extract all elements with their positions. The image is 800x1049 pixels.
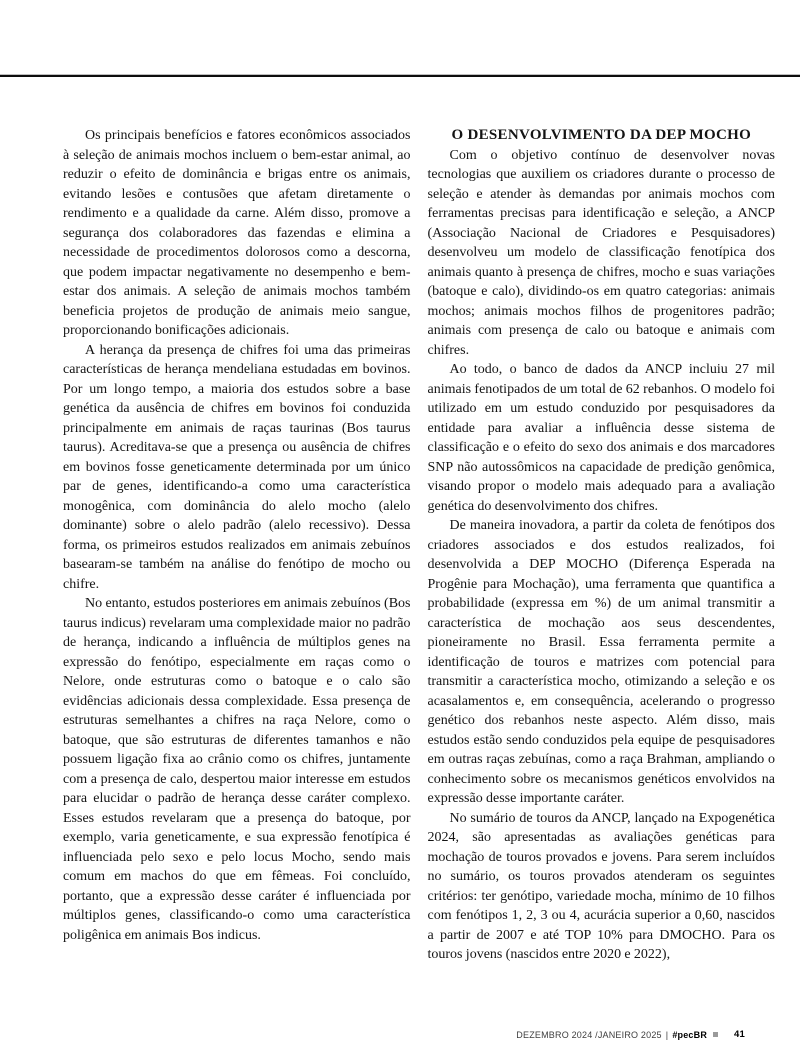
page-footer bbox=[516, 1029, 745, 1040]
paragraph: De maneira inovadora, a partir da coleta de fenótipos dos criadores associados e dos estudos realizados, foi desenvolvida a DEP MOCHO (Diferença Esperada na Progênie para Mochação), uma ferramenta que quantifica a probabilidade (expressa em %) de um animal transmitir a característica de mochação aos seus descendentes, pioneiramente no Brasil. Essa ferramenta permite a identificação de touros e matrizes com potencial para transmitir a característica mocho, otimizando a seleção e os acasalamentos e, em consequência, acelerando o progresso genético dos rebanhos neste aspecto. Além disso, mais estudos estão sendo conduzidos pela equipe de pesquisadores em outras raças zebuínas, como a raça Brahman, ampliando o conhecimento sobre os mecanismos genéticos envolvidos na expressão desse importante caráter. bbox=[427, 518, 775, 806]
section-heading: O DESENVOLVIMENTO DA DEP MOCHO bbox=[451, 127, 752, 143]
left-column bbox=[63, 126, 411, 965]
paragraph: No sumário de touros da ANCP, lançado na Expogenética 2024, são apresentadas as avaliações genéticas para mochação de touros provados e jovens. Para serem incluídos no sumário, os touros provados atenderam os seguintes critérios: ter genótipo, variedade mocha, mínimo de 10 filhos com fenótipos 1, 2, 3 ou 4, acurácia superior a 0,60, nascidos a partir de 2007 e até TOP 10% para DMOCHO. Para os touros jovens (nascidos entre 2020 e 2022), bbox=[427, 810, 775, 962]
paragraph: Os principais benefícios e fatores econômicos associados à seleção de animais mochos incluem o bem-estar animal, ao reduzir o efeito de dominância e brigas entre os animais, evitando lesões e contusões que afetam diretamente o rendimento e a qualidade da carne. Além disso, promove a segurança dos colaboradores das fazendas e elimina a necessidade de procedimentos dolorosos como a descorna, que podem impactar negativamente no desempenho e bem-estar dos animais. A seleção de animais mochos também beneficia projetos de produção de animais meio sangue, proporcionando bonificações adicionais. bbox=[63, 128, 411, 338]
page-top-rule bbox=[0, 74, 800, 77]
paragraph: Ao todo, o banco de dados da ANCP incluiu 27 mil animais fenotipados de um total de 62 rebanhos. O modelo foi utilizado em um estudo conduzido por pesquisadores da entidade para avaliar a influência desse sistema de classificação e o efeito do sexo dos animais e dos marcadores SNP não autossômicos na capacidade de predição genômica, visando propor o modelo mais adequado para a avaliação genética do desenvolvimento dos chifres. bbox=[427, 362, 775, 514]
paragraph: Com o objetivo contínuo de desenvolver novas tecnologias que auxiliem os criadores durante o processo de seleção e atender às demandas por animais mochos com ferramentas precisas para identificação e seleção, a ANCP (Associação Nacional de Criadores e Pesquisadores) desenvolveu um modelo de classificação fenotípica dos animais quanto à presença de chifres, mocho e suas variações (batoque e calo), dividindo-os em quatro categorias: animais mochos; animais mochos filhos de progenitores padrão; animais com presença de calo ou batoque e animais com chifres. bbox=[427, 147, 775, 358]
right-column bbox=[428, 126, 776, 965]
paragraph: No entanto, estudos posteriores em animais zebuínos (Bos taurus indicus) revelaram uma complexidade maior no padrão de herança, indicando a influência de múltiplos genes na expressão do fenótipo, especialmente em raças como o Nelore, onde estruturas como o batoque e o calo são evidências adicionais dessa complexidade. Essa presença de estruturas semelhantes a chifres na raça Nelore, como o batoque, que são estruturas de diferentes tamanhos e não possuem ligação fixa ao crânio como os chifres, juntamente com a presença de calo, despertou maior interesse em estudos para elucidar o padrão de herança desse caráter complexo. Esses estudos revelaram que a presença do batoque, por exemplo, varia geneticamente, e sua expressão fenotípica é influenciada pelo sexo e pelo locus Mocho, sendo mais comum em machos do que em fêmeas. Foi concluído, portanto, que a expressão desse caráter é influenciada por múltiplos genes, classificando-o como uma característica poligênica em animais Bos indicus. bbox=[63, 596, 411, 943]
issue-date: DEZEMBRO 2024 /JANEIRO 2025 bbox=[516, 1029, 662, 1040]
brand-square-icon bbox=[713, 1032, 718, 1037]
footer-separator: | bbox=[665, 1029, 669, 1040]
paragraph: A herança da presença de chifres foi uma das primeiras características de herança mendeliana estudadas em bovinos. Por um longo tempo, a maioria dos estudos sobre a base genética da ausência de chifres em bovinos foi conduzida principalmente em animais de raças taurinas (Bos taurus taurus). Acreditava-se que a presença ou ausência de chifres em bovinos fosse geneticamente determinada por um único par de genes, identificando-a como uma característica monogênica, com dominância do alelo mocho (alelo dominante) sobre o alelo padrão (alelo recessivo). Dessa forma, os primeiros estudos realizados em animais zebuínos basearam-se também na análise do fenótipo de mocho ou chifre. bbox=[63, 342, 411, 592]
article-body bbox=[63, 126, 775, 965]
page-number: 41 bbox=[734, 1029, 745, 1040]
magazine-brand: #pecBR bbox=[672, 1029, 708, 1040]
